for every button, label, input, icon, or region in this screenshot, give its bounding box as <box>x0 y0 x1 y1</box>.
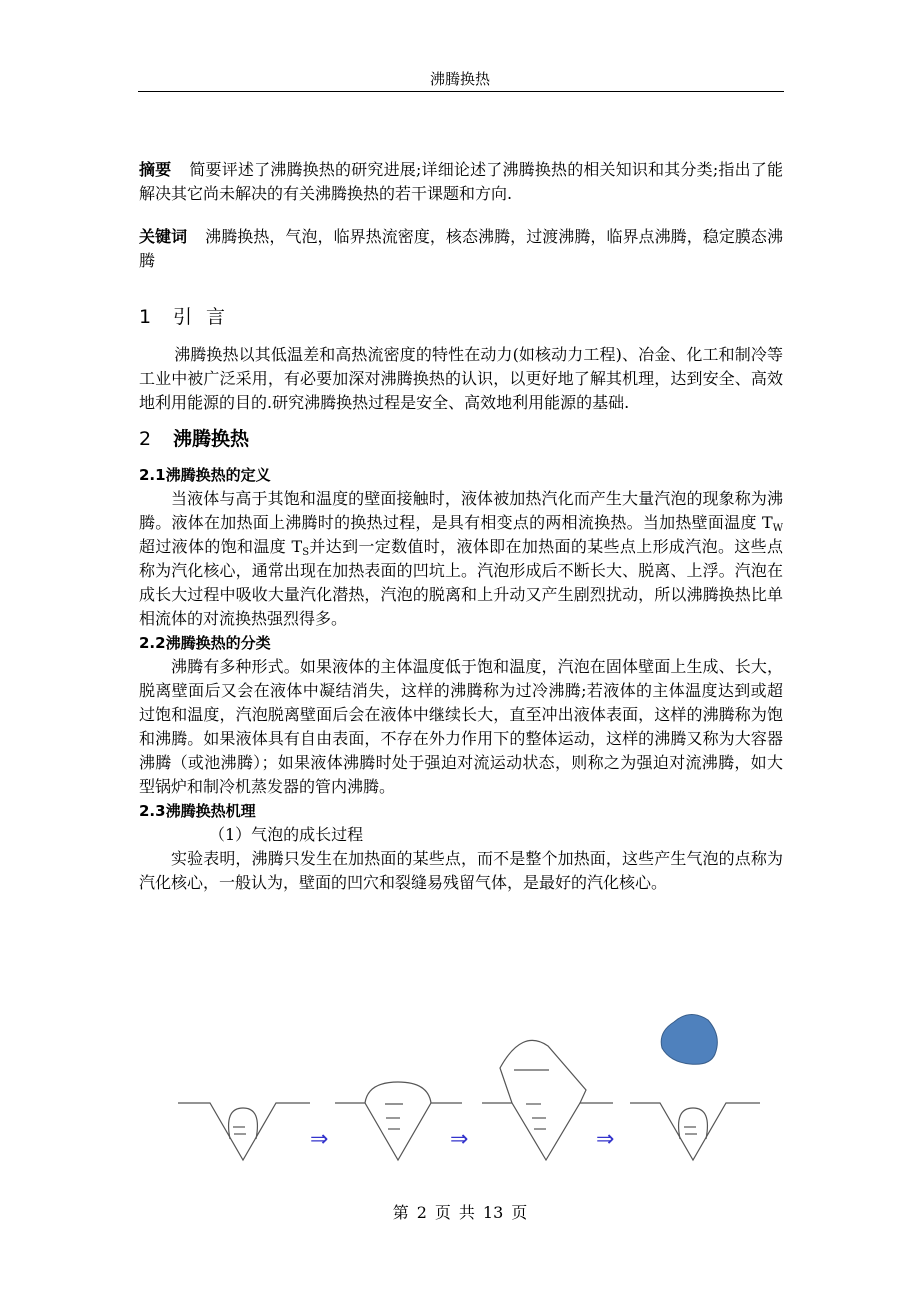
abstract-label: 摘要 <box>139 160 172 179</box>
footer-label-4: 页 <box>511 1203 528 1222</box>
header-title: 沸腾换热 <box>429 70 490 88</box>
page-footer <box>0 1200 920 1223</box>
section-2-heading <box>139 425 783 453</box>
subscript-w: W <box>772 523 783 534</box>
stage-1-cavity <box>178 1103 310 1160</box>
subsection-2-2-title: 2.2沸腾换热的分类 <box>139 634 271 652</box>
stage-2-bubble <box>365 1082 431 1103</box>
bubble-growth-figure <box>170 1008 770 1178</box>
definition-text-part-2: 超过液体的饱和温度 T <box>139 537 303 556</box>
arrow-2: ⇒ <box>450 1127 469 1152</box>
stage-3-bubble <box>500 1040 586 1103</box>
keywords-text: 沸腾换热，气泡，临界热流密度，核态沸腾，过渡沸腾，临界点沸腾，稳定膜态沸腾 <box>139 227 783 270</box>
stage-3-cavity <box>482 1040 613 1160</box>
subsection-2-1-paragraph <box>139 487 783 631</box>
abstract <box>139 158 783 206</box>
footer-page-current: 2 <box>416 1203 427 1222</box>
stage-4-cavity <box>630 1103 760 1160</box>
header-divider <box>138 91 784 92</box>
subsection-2-1-title: 2.1沸腾换热的定义 <box>139 466 271 484</box>
keywords-label: 关键词 <box>139 227 188 246</box>
section-2-title: 沸腾换热 <box>173 428 250 450</box>
arrow-1: ⇒ <box>310 1127 329 1152</box>
arrow-3: ⇒ <box>596 1127 615 1152</box>
footer-label-2: 页 <box>434 1203 451 1222</box>
subscript-s: S <box>302 547 310 558</box>
stage-2-cavity <box>335 1082 462 1160</box>
subsection-2-2-paragraph: 沸腾有多种形式。如果液体的主体温度低于饱和温度，汽泡在固体壁面上生成、长大，脱离壁面后又会在液体中凝结消失，这样的沸腾称为过冷沸腾;若液体的主体温度达到或超过饱和温度，汽泡脱离壁面后会在液体中继续长大，直至冲出液体表面，这样的沸腾称为饱和沸腾。如果液体具有自由表面，不存在外力作用下的整体运动，这样的沸腾又称为大容器沸腾（或池沸腾）；如果液体沸腾时处于强迫对流运动状态，则称之为强迫对流沸腾，如大型锅炉和制冷机蒸发器的管内沸腾。 <box>139 657 783 796</box>
definition-text-part-3: 并达到一定数值时，液体即在加热面的某些点上形成汽泡。这些点称为汽化核心，通常出现在加热表面的凹坑上。汽泡形成后不断长大、脱离、上浮。汽泡在成长大过程中吸收大量汽化潜热，汽泡的脱离和上升动又产生剧烈扰动，所以沸腾换热比单相流体的对流换热强烈得多。 <box>139 537 783 628</box>
footer-label-3: 共 <box>458 1203 475 1222</box>
section-1-number: 1 <box>139 306 152 328</box>
definition-text-part-1: 当液体与高于其饱和温度的壁面接触时，液体被加热汽化而产生大量汽泡的现象称为沸腾。液体在加热面上沸腾时的换热过程，是具有相变点的两相流换热。当加热壁面温度 T <box>139 489 783 532</box>
section-2-number: 2 <box>139 428 152 450</box>
keywords <box>139 225 783 273</box>
section-1-title: 引言 <box>173 306 240 328</box>
section-1-paragraph: 沸腾换热以其低温差和高热流密度的特性在动力(如核动力工程)、冶金、化工和制冷等工业中被广泛采用，有必要加深对沸腾换热的认识，以更好地了解其机理，达到安全、高效地利用能源的目的.研究沸腾换热过程是安全、高效地利用能源的基础. <box>139 345 783 412</box>
subsection-2-3-item: （1）气泡的成长过程 <box>209 825 364 844</box>
subsection-2-3-paragraph: 实验表明，沸腾只发生在加热面的某些点，而不是整个加热面，这些产生气泡的点称为汽化核心，一般认为，壁面的凹穴和裂缝易残留气体，是最好的汽化核心。 <box>139 849 783 892</box>
footer-page-total: 13 <box>482 1203 504 1222</box>
detached-bubble <box>661 1014 717 1064</box>
footer-label-1: 第 <box>392 1203 409 1222</box>
subsection-2-3-title: 2.3沸腾换热机理 <box>139 802 256 820</box>
abstract-text: 简要评述了沸腾换热的研究进展;详细论述了沸腾换热的相关知识和其分类;指出了能解决其它尚未解决的有关沸腾换热的若干课题和方向. <box>139 160 783 203</box>
section-1-heading <box>139 303 783 331</box>
document-body <box>139 158 783 895</box>
bubble-growth-diagram <box>170 1008 770 1178</box>
